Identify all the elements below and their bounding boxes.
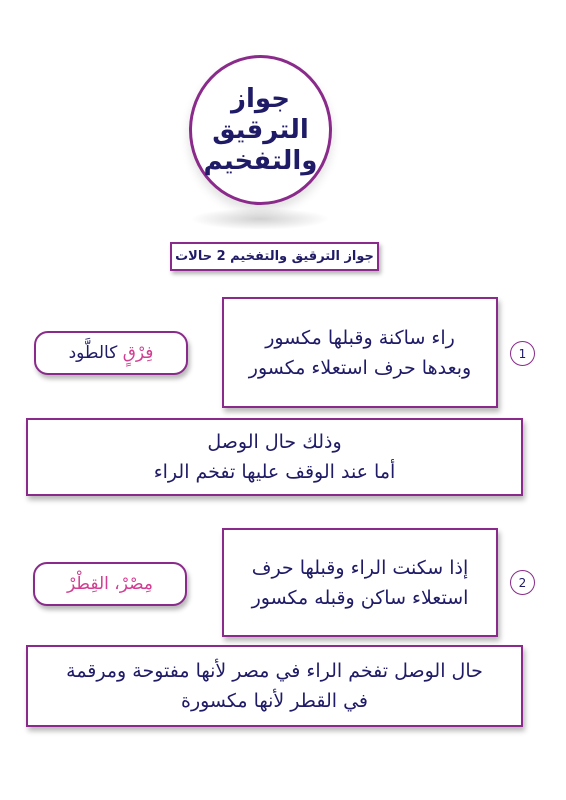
- case-1-rule-line-1: راء ساكنة وقبلها مكسور: [265, 326, 455, 349]
- case-1-rule-line-2: وبعدها حرف استعلاء مكسور: [248, 356, 472, 379]
- subtitle-box: [170, 242, 379, 271]
- case-1-note-line-2: أما عند الوقف عليها تفخم الراء: [153, 461, 396, 483]
- case-2-note-line-2: في القطر لأنها مكسورة: [180, 690, 369, 712]
- case-1-example-highlight: فِرْقٍ: [122, 343, 154, 363]
- title-line-1: جواز: [231, 83, 290, 114]
- case-2-example-box: [33, 562, 187, 606]
- subtitle-text: جواز الترقيق والتفخيم 2 حالات: [175, 249, 374, 264]
- case-1-note-line-1: وذلك حال الوصل: [207, 431, 342, 453]
- title-shadow: [190, 208, 330, 230]
- case-number-1: [510, 341, 535, 366]
- case-1-example: [69, 343, 154, 363]
- title-line-2: الترقيق: [212, 114, 309, 145]
- case-2-rule-line-1: إذا سكنت الراء وقبلها حرف: [251, 556, 469, 579]
- title-circle: [189, 55, 332, 205]
- case-2-note-box: [26, 645, 523, 727]
- case-2-note-line-1: حال الوصل تفخم الراء في مصر لأنها مفتوحة ومرقمة: [66, 660, 483, 682]
- case-2-example: مِصْرْ، القِطْرْ: [67, 574, 153, 594]
- case-1-example-box: [34, 331, 188, 375]
- case-1-rule-box: [222, 297, 498, 408]
- case-2-rule-box: [222, 528, 498, 637]
- case-2-rule-line-2: استعلاء ساكن وقبله مكسور: [251, 586, 469, 609]
- case-1-example-rest: كالطَّود: [68, 343, 123, 363]
- title-line-3: والتفخيم: [203, 145, 318, 176]
- case-number-2-text: 2: [518, 575, 527, 590]
- case-1-note-box: [26, 418, 523, 496]
- case-number-2: [510, 570, 535, 595]
- page-title: [204, 84, 318, 177]
- case-number-1-text: 1: [518, 346, 527, 361]
